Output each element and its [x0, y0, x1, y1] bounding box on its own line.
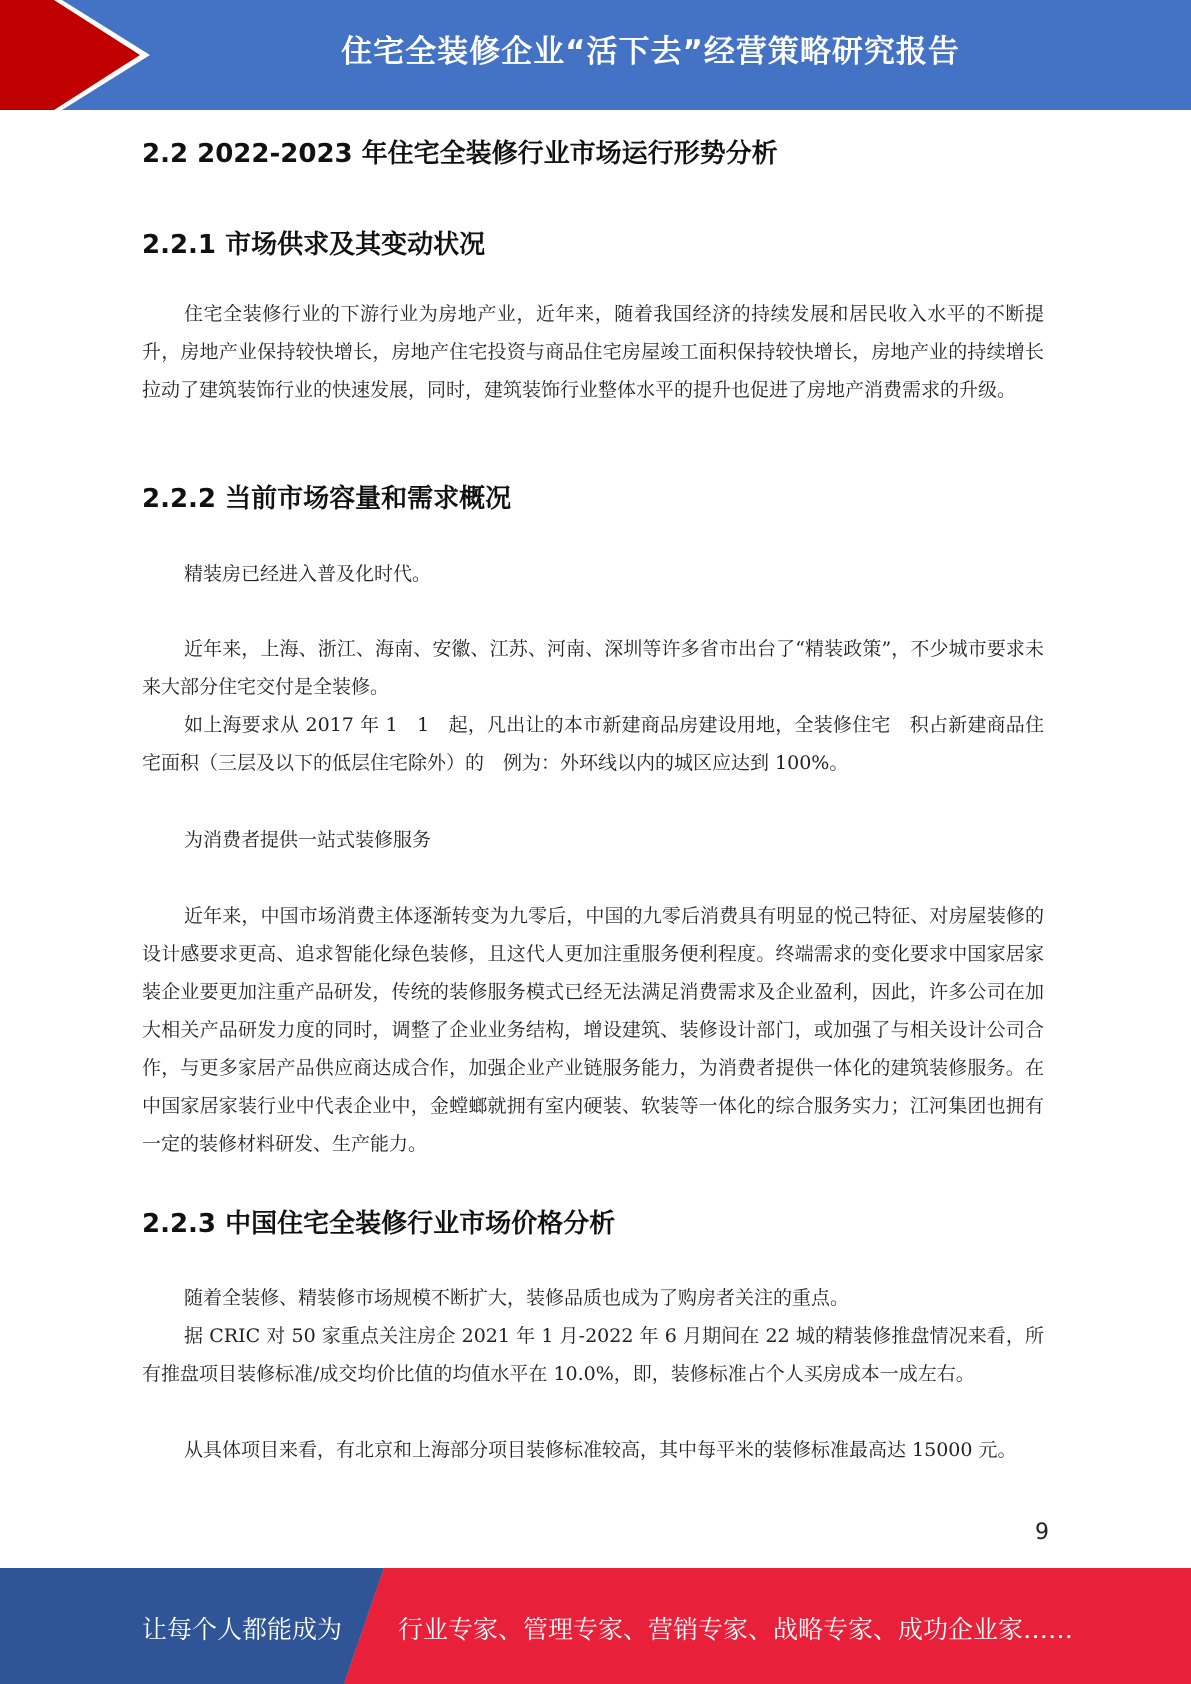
page-number: 9 [1035, 1520, 1049, 1545]
section-2-2-3-title: 2.2.3 中国住宅全装修行业市场价格分析 [142, 1209, 616, 1239]
footer-slogan-left: 让每个人都能成为 [142, 1615, 343, 1644]
section-2-2-title: 2.2 2022-2023 年住宅全装修行业市场运行形势分析 [142, 139, 778, 169]
paragraph-2-2-1-1: 住宅全装修行业的下游行业为房地产业，近年来，随着我国经济的持续发展和居民收入水平的不断提升，房地产业保持较快增长，房地产住宅投资与商品住宅房屋竣工面积保持较快增长，房地产业的持续增长拉动了建筑装饰行业的快速发展，同时，建筑装饰行业整体水平的提升也促进了房地产消费需求的升级。 [142, 303, 1044, 401]
footer-slogan-right: 行业专家、管理专家、营销专家、战略专家、成功企业家…… [398, 1615, 1074, 1644]
paragraph-2-2-3-2: 据 CRIC 对 50 家重点关注房企 2021 年 1 月-2022 年 6 月期间在 22 城的精装修推盘情况来看，所有推盘项目装修标准/成交均价比值的均值水平在 10.0%，即，装修标准占个人买房成本一成左右。 [142, 1325, 1044, 1385]
paragraph-2-2-2-2: 近年来，上海、浙江、海南、安徽、江苏、河南、深圳等许多省市出台了“精装政策”，不少城市要求未来大部分住宅交付是全装修。 [142, 638, 1044, 698]
paragraph-2-2-3-3: 从具体项目来看，有北京和上海部分项目装修标准较高，其中每平米的装修标准最高达 15000 元。 [184, 1439, 1017, 1461]
paragraph-2-2-2-5: 近年来，中国市场消费主体逐渐转变为九零后，中国的九零后消费具有明显的悦己特征、对房屋装修的设计感要求更高、追求智能化绿色装修，且这代人更加注重服务便利程度。终端需求的变化要求中国家居家装企业要更加注重产品研发，传统的装修服务模式已经无法满足消费需求及企业盈利，因此，许多公司在加大相关产品研发力度的同时，调整了企业业务结构，增设建筑、装修设计部门，或加强了与相关设计公司合作，与更多家居产品供应商达成合作，加强企业产业链服务能力，为消费者提供一体化的建筑装修服务。在中国家居家装行业中代表企业中，金螳螂就拥有室内硬装、软装等一体化的综合服务实力；江河集团也拥有一定的装修材料研发、生产能力。 [142, 905, 1044, 1155]
header-title: 住宅全装修企业“活下去”经营策略研究报告 [341, 34, 960, 70]
section-2-2-1-title: 2.2.1 市场供求及其变动状况 [142, 230, 486, 260]
page-header [0, 0, 1191, 110]
paragraph-2-2-3-1: 随着全装修、精装修市场规模不断扩大，装修品质也成为了购房者关注的重点。 [184, 1287, 850, 1309]
paragraph-2-2-2-3: 如上海要求从 2017 年 1 1 起，凡出让的本市新建商品房建设用地，全装修住宅 积占新建商品住宅面积（三层及以下的低层住宅除外）的 例为：外环线以内的城区应达到 100%。 [142, 714, 1044, 774]
section-2-2-2-title: 2.2.2 当前市场容量和需求概况 [142, 484, 512, 514]
page-footer [0, 1568, 1191, 1684]
paragraph-2-2-2-4: 为消费者提供一站式装修服务 [184, 829, 432, 851]
paragraph-2-2-2-1: 精装房已经进入普及化时代。 [184, 563, 432, 585]
